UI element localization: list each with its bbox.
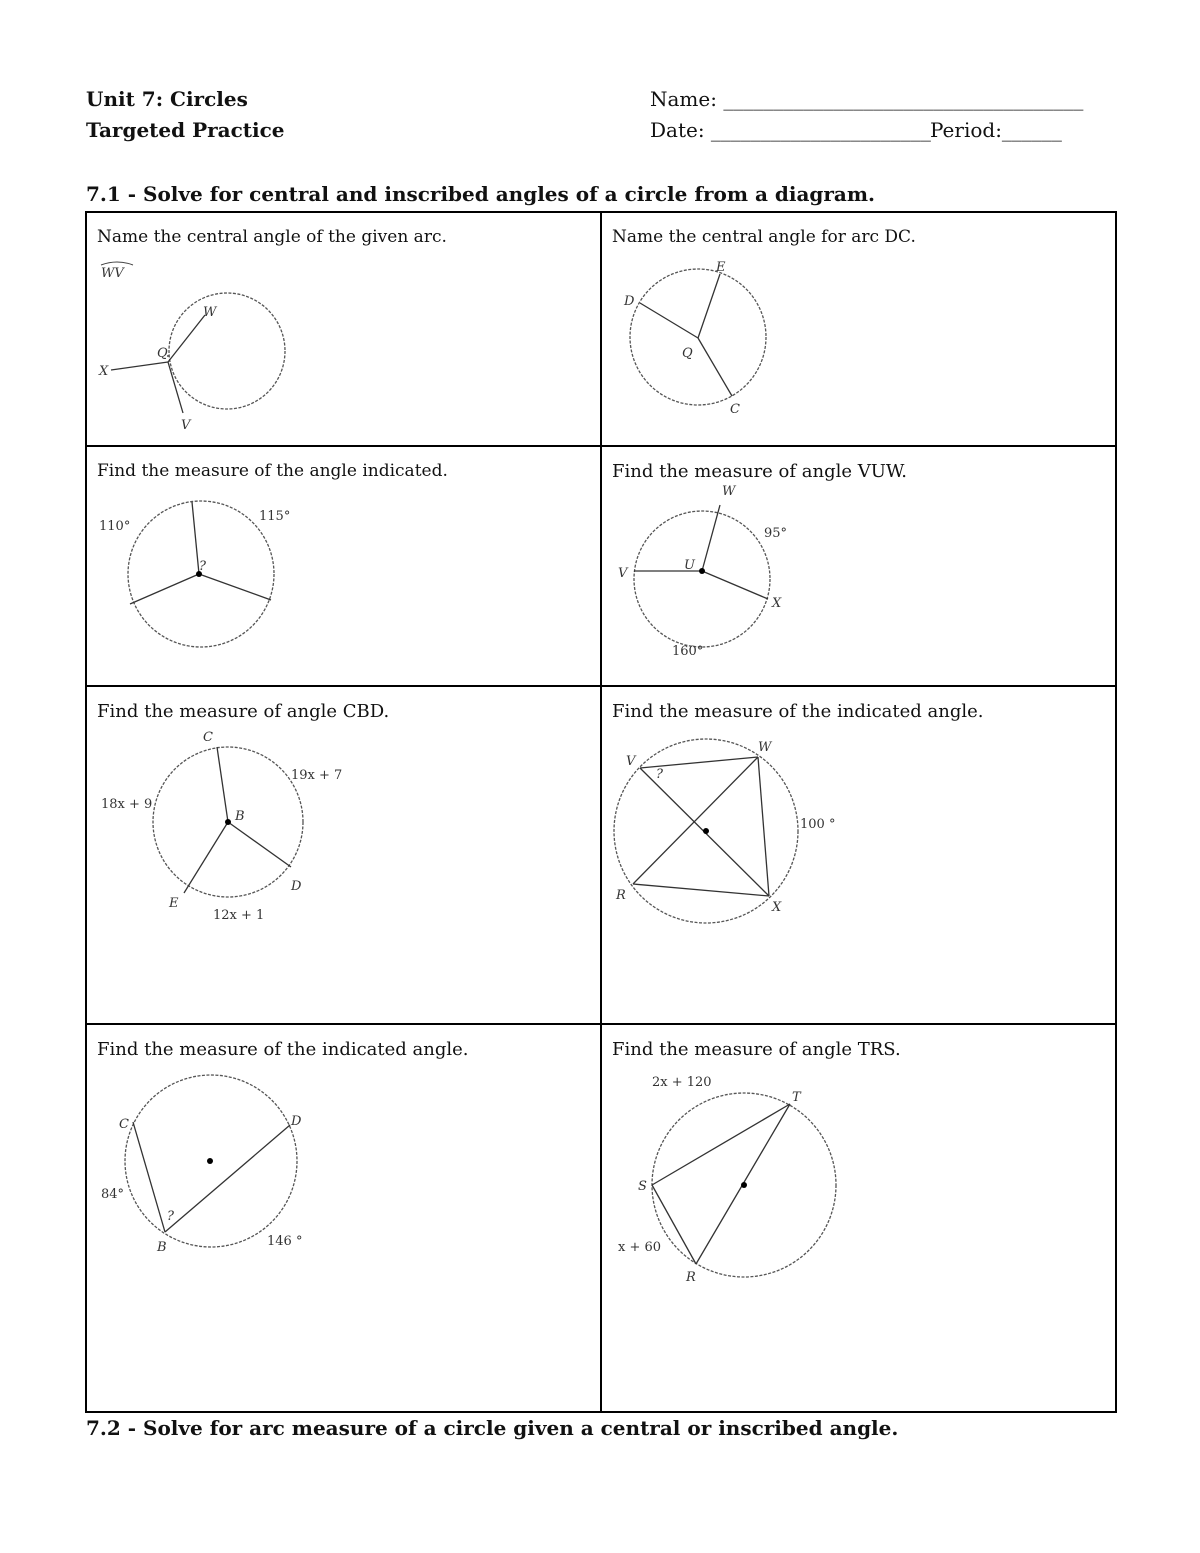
point-label-u: U [684, 558, 695, 573]
point-label-v: V [181, 418, 191, 433]
arc-expression: 2x + 120 [652, 1075, 712, 1090]
point-label-x: X [99, 364, 109, 379]
problem-cell [86, 686, 601, 1024]
problem-prompt: Find the measure of angle CBD. [97, 701, 390, 722]
date-field[interactable]: Date: ______________________ [650, 118, 931, 142]
chord-cb [133, 1122, 165, 1232]
radius-bd [228, 822, 291, 867]
point-label-c: C [203, 730, 213, 745]
unknown-angle: ? [199, 559, 206, 574]
arc-symbol [101, 262, 133, 265]
point-label-e: E [716, 260, 726, 275]
arc-measure: 100 ° [800, 817, 836, 832]
period-field[interactable]: Period:______ [930, 118, 1062, 142]
problem-cell [86, 1024, 601, 1412]
point-label-t: T [792, 1090, 801, 1105]
point-label-r: R [686, 1270, 696, 1285]
radius-qv [168, 362, 183, 413]
name-field[interactable]: Name: ____________________________________ [650, 87, 1084, 111]
arc-measure: 146 ° [267, 1234, 303, 1249]
arc-expression: x + 60 [618, 1240, 662, 1255]
arc-measure: 160° [672, 644, 704, 659]
radius-uw [702, 505, 720, 571]
point-label-b: B [157, 1240, 167, 1255]
unit-title: Unit 7: Circles [86, 87, 248, 111]
radius-qw [168, 315, 205, 362]
arc-expression: 19x + 7 [291, 768, 343, 783]
circle [169, 293, 285, 409]
point-label-d: D [291, 879, 302, 894]
problem-cell [601, 1024, 1116, 1412]
radius-be [184, 822, 228, 893]
point-label-q: Q [682, 346, 693, 361]
center-point [699, 568, 705, 574]
point-label-v: V [618, 566, 628, 581]
point-label-w: W [203, 305, 217, 320]
radius-bc [217, 747, 228, 822]
arc-label: WV [101, 266, 124, 281]
point-label-x: X [772, 596, 782, 611]
problem-prompt: Find the measure of the angle indicated. [97, 461, 448, 481]
point-label-d: D [291, 1114, 302, 1129]
point-label-e: E [169, 896, 179, 911]
radius-qd [640, 303, 698, 338]
circle-diagram [87, 213, 603, 447]
center-point [741, 1182, 747, 1188]
circle-diagram [87, 1025, 603, 1413]
arc-measure: 95° [764, 526, 788, 541]
section-title: 7.1 - Solve for central and inscribed angles of a circle from a diagram. [86, 182, 876, 206]
problem-prompt: Find the measure of the indicated angle. [612, 701, 984, 722]
point-label-c: C [730, 402, 740, 417]
point-label-w: W [758, 740, 772, 755]
arc-expression: 18x + 9 [101, 797, 153, 812]
chord-st [652, 1104, 790, 1185]
problem-prompt: Name the central angle of the given arc. [97, 227, 447, 247]
circle-diagram [602, 213, 1118, 447]
point-label-b: B [235, 809, 245, 824]
radius-right [199, 574, 271, 600]
point-label-s: S [638, 1179, 647, 1194]
problem-prompt: Find the measure of the indicated angle. [97, 1039, 469, 1060]
radius-ux [702, 571, 768, 599]
circle-diagram [602, 447, 1118, 687]
worksheet-subtitle: Targeted Practice [86, 118, 285, 142]
section-title: 7.2 - Solve for arc measure of a circle given a central or inscribed angle. [86, 1416, 899, 1440]
circle [634, 511, 770, 647]
problem-cell [601, 686, 1116, 1024]
problem-prompt: Find the measure of angle VUW. [612, 461, 907, 482]
arc-measure: 115° [259, 509, 291, 524]
radius-qe [698, 274, 720, 338]
problem-cell [601, 446, 1116, 686]
circle-diagram [602, 1025, 1118, 1413]
problem-cell [86, 212, 601, 446]
problem-prompt: Name the central angle for arc DC. [612, 227, 916, 247]
point-label-x: X [772, 900, 782, 915]
problem-cell [86, 446, 601, 686]
center-point [703, 828, 709, 834]
point-label-r: R [616, 888, 626, 903]
arc-expression: 12x + 1 [213, 908, 265, 923]
center-point [225, 819, 231, 825]
radius-qx [111, 362, 168, 370]
chord-rx [633, 884, 769, 896]
chord-bd [165, 1125, 290, 1232]
arc-measure: 84° [101, 1187, 125, 1202]
problem-cell [601, 212, 1116, 446]
circle-diagram [602, 687, 1118, 1025]
unknown-angle: ? [167, 1209, 174, 1224]
chord-wr [633, 757, 758, 884]
unknown-angle: ? [656, 767, 663, 782]
point-label-v: V [626, 754, 636, 769]
circle-diagram [87, 687, 603, 1025]
point-label-d: D [624, 294, 635, 309]
point-label-w: W [722, 484, 736, 499]
problem-prompt: Find the measure of angle TRS. [612, 1039, 901, 1060]
circle-diagram [87, 447, 603, 687]
center-point [207, 1158, 213, 1164]
radius-qc [698, 338, 732, 396]
point-label-c: C [119, 1117, 129, 1132]
problem-grid [85, 211, 1117, 1413]
point-label-q: Q [157, 346, 168, 361]
radius-left [130, 574, 199, 604]
radius-top [192, 502, 199, 574]
chord-wx [758, 757, 769, 896]
arc-measure: 110° [99, 519, 131, 534]
